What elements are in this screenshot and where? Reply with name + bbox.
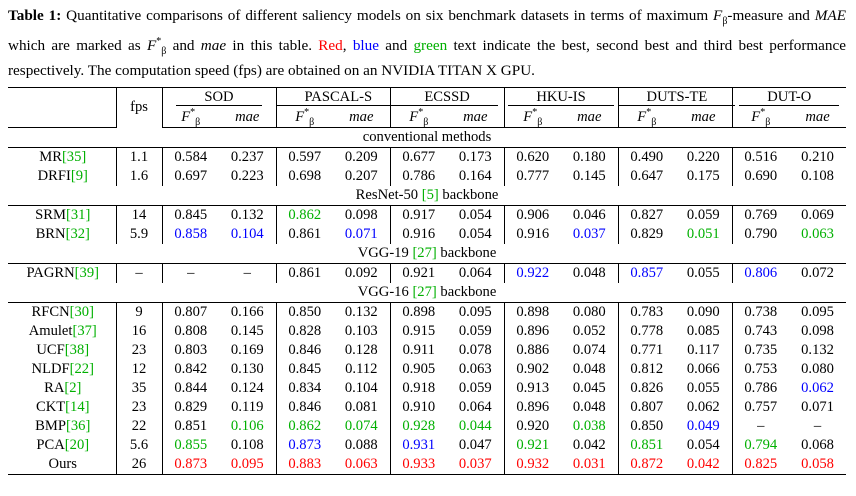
- cell-mae: 0.062: [686, 399, 720, 416]
- cell-mae: 0.078: [458, 342, 492, 359]
- cell-mae: 0.064: [458, 399, 492, 416]
- cell-mae: 0.104: [344, 380, 378, 397]
- header-dataset-pascal-s: PASCAL-S: [276, 87, 390, 107]
- cell-mae: 0.068: [801, 437, 834, 454]
- row-fps: 1.6: [116, 167, 162, 186]
- cell-mae: 0.071: [344, 226, 378, 243]
- cell-fbeta: 0.803: [162, 341, 219, 360]
- cell-fbeta: 0.851: [162, 417, 219, 436]
- header-metric-fbeta-ecssd: $F^*_\beta$: [390, 107, 447, 128]
- cell-mae: 0.130: [230, 361, 264, 378]
- cell-mae: 0.044: [458, 418, 492, 435]
- row-model-name: PCA[20]: [36, 437, 90, 454]
- cell-mae: 0.085: [686, 323, 720, 340]
- cell-fbeta: 0.845: [162, 206, 219, 226]
- caption-fstar-star: *: [156, 35, 162, 47]
- cell-mae: 0.072: [801, 265, 834, 282]
- cell-mae: 0.145: [572, 168, 606, 185]
- results-table: [8, 87, 846, 476]
- citation-ref: [2]: [64, 380, 82, 397]
- table-row: [8, 360, 846, 379]
- caption-text-2: -measure and: [727, 7, 815, 24]
- cell-mae: 0.173: [458, 149, 492, 166]
- row-fps: 23: [116, 398, 162, 417]
- section-title: conventional methods: [8, 128, 846, 148]
- table-row: [8, 341, 846, 360]
- cell-mae: 0.223: [230, 168, 264, 185]
- cell-mae: 0.128: [344, 342, 378, 359]
- row-model-name: SRM[31]: [35, 207, 91, 224]
- header-metric-fbeta-pascal-s: $F^*_\beta$: [276, 107, 333, 128]
- cell-mae: –: [243, 265, 251, 282]
- cell-mae: 0.175: [686, 168, 720, 185]
- caption-text-4: and: [166, 36, 201, 54]
- table-header-row-datasets: [8, 87, 846, 107]
- caption-text-1: Quantitative comparisons of different saliency models on six benchmark datasets in terms of maximum: [66, 7, 714, 24]
- cell-fbeta: 0.862: [276, 417, 333, 436]
- cell-fbeta: 0.735: [732, 341, 789, 360]
- cell-mae: 0.164: [458, 168, 492, 185]
- cell-mae: 0.080: [572, 304, 606, 321]
- cell-mae: 0.117: [687, 342, 720, 359]
- cell-mae: 0.132: [230, 207, 264, 224]
- cell-fbeta: 0.855: [162, 436, 219, 455]
- table-row: [8, 148, 846, 168]
- row-model-name: UCF[38]: [36, 342, 90, 359]
- citation-ref: [31]: [66, 207, 91, 224]
- cell-fbeta: 0.861: [276, 225, 333, 244]
- cell-fbeta: 0.922: [504, 264, 561, 284]
- row-model-name: RFCN[30]: [31, 304, 94, 321]
- table-row: [8, 379, 846, 398]
- row-fps: –: [116, 264, 162, 284]
- cell-mae: 0.106: [230, 418, 264, 435]
- header-metric-fbeta-hku-is: $F^*_\beta$: [504, 107, 561, 128]
- row-fps: 1.1: [116, 148, 162, 168]
- cell-mae: 0.059: [458, 323, 492, 340]
- cell-fbeta: 0.783: [618, 303, 675, 323]
- cell-fbeta: 0.677: [390, 148, 447, 168]
- table-row: [8, 167, 846, 186]
- row-fps: 35: [116, 379, 162, 398]
- row-fps: 12: [116, 360, 162, 379]
- table-row: [8, 417, 846, 436]
- cell-mae: 0.031: [561, 455, 618, 475]
- citation-ref: [35]: [61, 149, 87, 166]
- cell-fbeta: 0.808: [162, 322, 219, 341]
- cell-mae: 0.180: [572, 149, 606, 166]
- cell-fbeta: 0.873: [276, 436, 333, 455]
- cell-fbeta: 0.620: [504, 148, 561, 168]
- caption-beta: β: [722, 16, 728, 28]
- cell-mae: 0.048: [572, 265, 606, 282]
- cell-fbeta: 0.932: [504, 455, 561, 475]
- cell-fbeta: 0.850: [618, 417, 675, 436]
- section-title: VGG-16 [27] backbone: [8, 283, 846, 303]
- header-blank-cell: [8, 87, 116, 107]
- cell-mae: 0.045: [572, 380, 606, 397]
- cell-mae: 0.054: [458, 226, 492, 243]
- cell-fbeta: 0.898: [504, 303, 561, 323]
- cell-mae: 0.055: [686, 380, 720, 397]
- cell-fbeta: 0.786: [390, 167, 447, 186]
- cell-fbeta: –: [732, 417, 789, 436]
- header-metric-fbeta-sod: $F^*_\beta$: [162, 107, 219, 128]
- citation-ref: [37]: [72, 323, 97, 340]
- cell-fbeta: 0.916: [504, 225, 561, 244]
- cell-mae: 0.104: [230, 226, 264, 243]
- cell-fbeta: –: [162, 264, 219, 284]
- caption-green-word: green: [413, 36, 448, 54]
- header-metric-mae-sod: mae: [219, 107, 276, 128]
- header-fps: fps: [116, 87, 162, 128]
- cell-fbeta: 0.806: [732, 264, 789, 284]
- cell-mae: 0.037: [572, 226, 606, 243]
- cell-mae: 0.124: [230, 380, 264, 397]
- caption-and: and: [378, 36, 414, 54]
- cell-fbeta: 0.862: [276, 206, 333, 226]
- cell-fbeta: 0.844: [162, 379, 219, 398]
- cell-mae: –: [813, 418, 822, 435]
- cell-fbeta: 0.777: [504, 167, 561, 186]
- cell-mae: 0.071: [801, 399, 834, 416]
- cell-fbeta: 0.845: [276, 360, 333, 379]
- cell-fbeta: 0.828: [276, 322, 333, 341]
- cell-fbeta: 0.778: [618, 322, 675, 341]
- header-metric-mae-duts-te: mae: [675, 107, 732, 128]
- caption-text-5: in this table.: [226, 36, 319, 54]
- cell-mae: 0.119: [231, 399, 264, 416]
- cell-mae: 0.145: [230, 323, 264, 340]
- cell-fbeta: 0.834: [276, 379, 333, 398]
- row-model-name: RA[2]: [44, 380, 82, 397]
- cell-mae: 0.074: [344, 418, 378, 435]
- cell-fbeta: 0.898: [390, 303, 447, 323]
- row-model-name: NLDF[22]: [31, 361, 94, 378]
- cell-mae: 0.237: [230, 149, 264, 166]
- cell-mae: 0.063: [333, 455, 390, 475]
- cell-mae: 0.049: [686, 418, 720, 435]
- cell-mae: 0.103: [344, 323, 378, 340]
- cell-mae: 0.098: [344, 207, 378, 224]
- cell-mae: 0.063: [801, 226, 834, 243]
- cell-mae: 0.066: [686, 361, 720, 378]
- table-row: [8, 225, 846, 244]
- cell-fbeta: 0.928: [390, 417, 447, 436]
- cell-fbeta: 0.647: [618, 167, 675, 186]
- header-dataset-sod: SOD: [162, 87, 276, 107]
- row-fps: 16: [116, 322, 162, 341]
- cell-mae: 0.108: [801, 168, 834, 185]
- header-metric-mae-pascal-s: mae: [333, 107, 390, 128]
- caption-text-3: which are marked as: [8, 36, 147, 54]
- section-title-row: [8, 128, 846, 148]
- cell-fbeta: 0.872: [618, 455, 675, 475]
- cell-fbeta: 0.829: [162, 398, 219, 417]
- header-dataset-ecssd: ECSSD: [390, 87, 504, 107]
- header-dataset-duts-te: DUTS-TE: [618, 87, 732, 107]
- cell-mae: 0.090: [686, 304, 720, 321]
- caption-label: Table 1:: [8, 7, 62, 24]
- citation-ref: [36]: [66, 418, 91, 435]
- cell-fbeta: 0.851: [618, 436, 675, 455]
- cell-fbeta: 0.690: [732, 167, 789, 186]
- cell-fbeta: 0.490: [618, 148, 675, 168]
- cell-fbeta: 0.786: [732, 379, 789, 398]
- cell-fbeta: 0.917: [390, 206, 447, 226]
- cell-fbeta: 0.698: [276, 167, 333, 186]
- cell-fbeta: 0.931: [390, 436, 447, 455]
- caption-mae2: mae: [200, 36, 227, 54]
- cell-fbeta: 0.846: [276, 341, 333, 360]
- cell-mae: 0.092: [344, 265, 378, 282]
- cell-mae: 0.054: [686, 437, 720, 454]
- row-fps: 9: [116, 303, 162, 323]
- cell-fbeta: 0.584: [162, 148, 219, 168]
- cell-fbeta: 0.873: [162, 455, 219, 475]
- cell-fbeta: 0.920: [504, 417, 561, 436]
- caption-red-word: Red: [318, 36, 343, 54]
- cell-fbeta: 0.896: [504, 398, 561, 417]
- cell-mae: 0.063: [458, 361, 492, 378]
- header-dataset-hku-is: HKU-IS: [504, 87, 618, 107]
- table-row: [8, 455, 846, 475]
- cell-fbeta: 0.846: [276, 398, 333, 417]
- citation-ref: [30]: [69, 304, 94, 321]
- cell-fbeta: 0.905: [390, 360, 447, 379]
- cell-fbeta: 0.916: [390, 225, 447, 244]
- row-model-name: BMP[36]: [35, 418, 91, 435]
- cell-mae: 0.209: [344, 149, 378, 166]
- cell-fbeta: 0.858: [162, 225, 219, 244]
- header-metric-mae-ecssd: mae: [447, 107, 504, 128]
- caption-blue-word: blue: [352, 36, 379, 54]
- cell-fbeta: 0.697: [162, 167, 219, 186]
- header-metric-mae-hku-is: mae: [561, 107, 618, 128]
- row-model-name: MR[35]: [39, 149, 87, 166]
- citation-ref: [14]: [65, 399, 90, 416]
- cell-fbeta: 0.597: [276, 148, 333, 168]
- cell-mae: 0.042: [572, 437, 606, 454]
- cell-fbeta: 0.842: [162, 360, 219, 379]
- row-fps: 5.6: [116, 436, 162, 455]
- cell-fbeta: 0.790: [732, 225, 789, 244]
- cell-mae: 0.054: [458, 207, 492, 224]
- cell-fbeta: 0.738: [732, 303, 789, 323]
- cell-mae: 0.108: [230, 437, 264, 454]
- header-blank-cell-2: [8, 107, 116, 128]
- row-model-name: DRFI[9]: [37, 168, 88, 185]
- cell-mae: 0.095: [801, 304, 834, 321]
- table-row: [8, 206, 846, 226]
- cell-mae: 0.048: [572, 399, 606, 416]
- cell-mae: 0.052: [572, 323, 606, 340]
- cell-mae: 0.037: [447, 455, 504, 475]
- cell-fbeta: 0.850: [276, 303, 333, 323]
- cell-mae: 0.069: [801, 207, 834, 224]
- cell-fbeta: 0.906: [504, 206, 561, 226]
- cell-mae: 0.062: [801, 380, 834, 397]
- cell-fbeta: 0.743: [732, 322, 789, 341]
- cell-fbeta: 0.933: [390, 455, 447, 475]
- cell-mae: 0.210: [801, 149, 834, 166]
- cell-mae: 0.058: [789, 455, 846, 475]
- cell-fbeta: 0.921: [504, 436, 561, 455]
- cell-fbeta: 0.826: [618, 379, 675, 398]
- table-row: [8, 303, 846, 323]
- cell-fbeta: 0.825: [732, 455, 789, 475]
- row-model-name: Ours: [8, 455, 116, 475]
- caption-comma: ,: [342, 36, 353, 54]
- cell-fbeta: 0.757: [732, 398, 789, 417]
- row-model-name: Amulet[37]: [28, 323, 97, 340]
- section-title-row: [8, 283, 846, 303]
- cell-mae: 0.048: [572, 361, 606, 378]
- table-caption: [8, 6, 846, 81]
- cell-fbeta: 0.913: [504, 379, 561, 398]
- section-title: ResNet-50 [5] backbone: [8, 186, 846, 206]
- row-fps: 22: [116, 417, 162, 436]
- header-metric-mae-dut-o: mae: [789, 107, 846, 128]
- row-model-name: PAGRN[39]: [26, 265, 99, 282]
- cell-mae: 0.080: [801, 361, 834, 378]
- citation-ref: [9]: [70, 168, 88, 185]
- cell-mae: 0.038: [572, 418, 606, 435]
- row-fps: 5.9: [116, 225, 162, 244]
- cell-fbeta: 0.861: [276, 264, 333, 284]
- cell-mae: 0.059: [686, 207, 720, 224]
- cell-mae: 0.081: [344, 399, 378, 416]
- citation-ref: [38]: [64, 342, 90, 359]
- cell-fbeta: 0.911: [390, 341, 447, 360]
- table-row: [8, 436, 846, 455]
- cell-fbeta: 0.918: [390, 379, 447, 398]
- cell-fbeta: 0.827: [618, 206, 675, 226]
- cell-fbeta: 0.883: [276, 455, 333, 475]
- cell-mae: 0.098: [801, 323, 834, 340]
- cell-mae: 0.207: [344, 168, 378, 185]
- cell-fbeta: 0.812: [618, 360, 675, 379]
- cell-fbeta: 0.857: [618, 264, 675, 284]
- header-metric-fbeta-duts-te: $F^*_\beta$: [618, 107, 675, 128]
- cell-fbeta: 0.794: [732, 436, 789, 455]
- caption-fstar: F: [146, 36, 157, 54]
- cell-mae: 0.051: [686, 226, 720, 243]
- cell-fbeta: 0.807: [162, 303, 219, 323]
- cell-mae: 0.047: [458, 437, 492, 454]
- cell-fbeta: 0.910: [390, 398, 447, 417]
- cell-fbeta: 0.829: [618, 225, 675, 244]
- row-fps: 14: [116, 206, 162, 226]
- table-row: [8, 264, 846, 284]
- caption-fbeta: F: [713, 7, 723, 24]
- section-title-row: [8, 244, 846, 264]
- cell-mae: 0.095: [458, 304, 492, 321]
- cell-mae: 0.064: [458, 265, 492, 282]
- cell-mae: 0.088: [344, 437, 378, 454]
- cell-mae: 0.042: [675, 455, 732, 475]
- cell-mae: 0.169: [230, 342, 264, 359]
- citation-ref: [39]: [74, 265, 99, 282]
- caption-mae-italic: MAE: [814, 7, 846, 24]
- cell-fbeta: 0.896: [504, 322, 561, 341]
- cell-mae: 0.095: [219, 455, 276, 475]
- row-fps: 23: [116, 341, 162, 360]
- cell-mae: 0.055: [686, 265, 720, 282]
- row-model-name: CKT[14]: [35, 399, 90, 416]
- cell-mae: 0.166: [230, 304, 264, 321]
- cell-mae: 0.112: [345, 361, 378, 378]
- citation-ref: [20]: [64, 437, 90, 454]
- cell-fbeta: 0.915: [390, 322, 447, 341]
- citation-ref: [32]: [65, 226, 90, 243]
- table-row: [8, 398, 846, 417]
- cell-fbeta: 0.921: [390, 264, 447, 284]
- cell-fbeta: 0.769: [732, 206, 789, 226]
- header-dataset-dut-o: DUT-O: [732, 87, 846, 107]
- cell-mae: 0.074: [572, 342, 606, 359]
- cell-mae: 0.046: [572, 207, 606, 224]
- row-fps: 26: [116, 455, 162, 475]
- cell-fbeta: 0.753: [732, 360, 789, 379]
- cell-fbeta: 0.516: [732, 148, 789, 168]
- cell-mae: 0.220: [686, 149, 720, 166]
- cell-fbeta: 0.902: [504, 360, 561, 379]
- caption-fstar-sub: β: [161, 45, 167, 57]
- citation-ref: [22]: [69, 361, 94, 378]
- cell-mae: 0.132: [801, 342, 834, 359]
- cell-fbeta: 0.771: [618, 341, 675, 360]
- caption-text-6: text indicate the best, second best and third best performance respectively. The computation speed (fps) are obtained on an NVIDIA TITAN X GPU.: [8, 36, 847, 80]
- header-metric-fbeta-dut-o: $F^*_\beta$: [732, 107, 789, 128]
- cell-fbeta: 0.886: [504, 341, 561, 360]
- cell-mae: 0.132: [344, 304, 378, 321]
- table-body: [8, 87, 846, 475]
- section-title: VGG-19 [27] backbone: [8, 244, 846, 264]
- section-title-row: [8, 186, 846, 206]
- cell-fbeta: 0.807: [618, 398, 675, 417]
- cell-mae: 0.059: [458, 380, 492, 397]
- row-model-name: BRN[32]: [35, 226, 90, 243]
- table-row: [8, 322, 846, 341]
